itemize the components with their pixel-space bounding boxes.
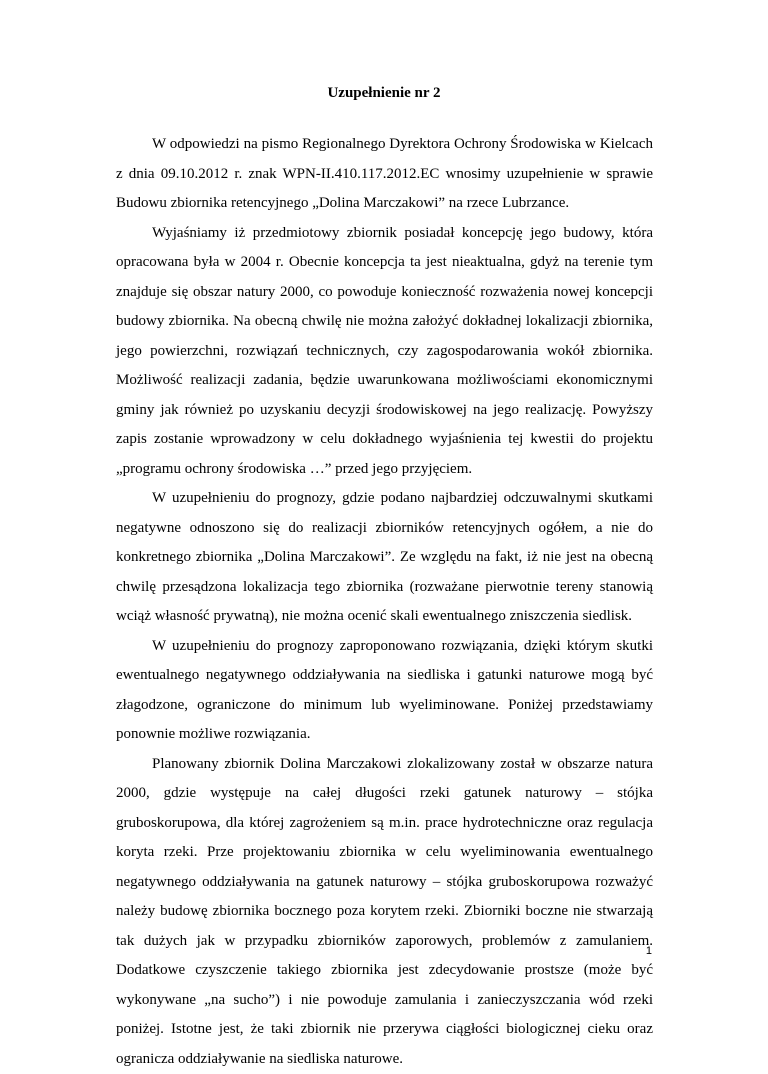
paragraph-2: Wyjaśniamy iż przedmiotowy zbiornik posiadał koncepcję jego budowy, która opracowana była w 2004 r. Obecnie koncepcja ta jest nieaktualna, gdyż na terenie tym znajduje się obszar natury 2000, co powoduje konieczność rozważenia nowej koncepcji budowy zbiornika. Na obecną chwilę nie można założyć dokładnej lokalizacji zbiornika, jego powierzchni, rozwiązań technicznych, czy zagospodarowania wokół zbiornika. Możliwość realizacji zadania, będzie uwarunkowana możliwościami ekonomicznymi gminy jak również po uzyskaniu decyzji środowiskowej na jego realizację. Powyższy zapis zostanie wprowadzony w celu dokładnego wyjaśnienia tej kwestii do projektu „programu ochrony środowiska …” przed jego przyjęciem. (116, 219, 653, 485)
paragraph-1: W odpowiedzi na pismo Regionalnego Dyrektora Ochrony Środowiska w Kielcach z dnia 09.10.2012 r. znak WPN-II.410.117.2012.EC wnosimy uzupełnienie w sprawie Budowu zbiornika retencyjnego „Dolina Marczakowi” na rzece Lubrzance. (116, 130, 653, 219)
paragraph-5: Planowany zbiornik Dolina Marczakowi zlokalizowany został w obszarze natura 2000, gdzie występuje na całej długości rzeki gatunek naturowy – stójka gruboskorupowa, dla której zagrożeniem są m.in. prace hydrotechniczne oraz regulacja koryta rzeki. Prze projektowaniu zbiornika w celu wyeliminowania ewentualnego negatywnego oddziaływania na gatunek naturowy – stójka gruboskorupowa rozważyć należy budowę zbiornika bocznego poza korytem rzeki. Zbiorniki boczne nie stwarzają tak dużych jak w przypadku zbiorników zaporowych, problemów z zamulaniem. Dodatkowe czyszczenie takiego zbiornika jest zdecydowanie prostsze (może być wykonywane „na sucho”) i nie powoduje zamulania i zanieczyszczania wód rzeki poniżej. Istotne jest, że taki zbiornik nie przerywa ciągłości biologicznej cieku oraz ogranicza oddziaływanie na siedliska naturowe. (116, 750, 653, 1074)
paragraph-3: W uzupełnieniu do prognozy, gdzie podano najbardziej odczuwalnymi skutkami negatywne odnoszono się do realizacji zbiorników retencyjnych ogółem, a nie do konkretnego zbiornika „Dolina Marczakowi”. Ze względu na fakt, iż nie jest na obecną chwilę przesądzona lokalizacja tego zbiornika (rozważane pierwotnie tereny stanowią wciąż własność prywatną), nie można ocenić skali ewentualnego zniszczenia siedlisk. (116, 484, 653, 632)
page-number: 1 (600, 944, 652, 958)
document-body (116, 130, 653, 1074)
paragraph-4: W uzupełnieniu do prognozy zaproponowano rozwiązania, dzięki którym skutki ewentualnego negatywnego oddziaływania na siedliska i gatunki naturowe mogą być złagodzone, ograniczone do minimum lub wyeliminowane. Poniżej przedstawiamy ponownie możliwe rozwiązania. (116, 632, 653, 750)
document-title: Uzupełnienie nr 2 (0, 83, 768, 103)
